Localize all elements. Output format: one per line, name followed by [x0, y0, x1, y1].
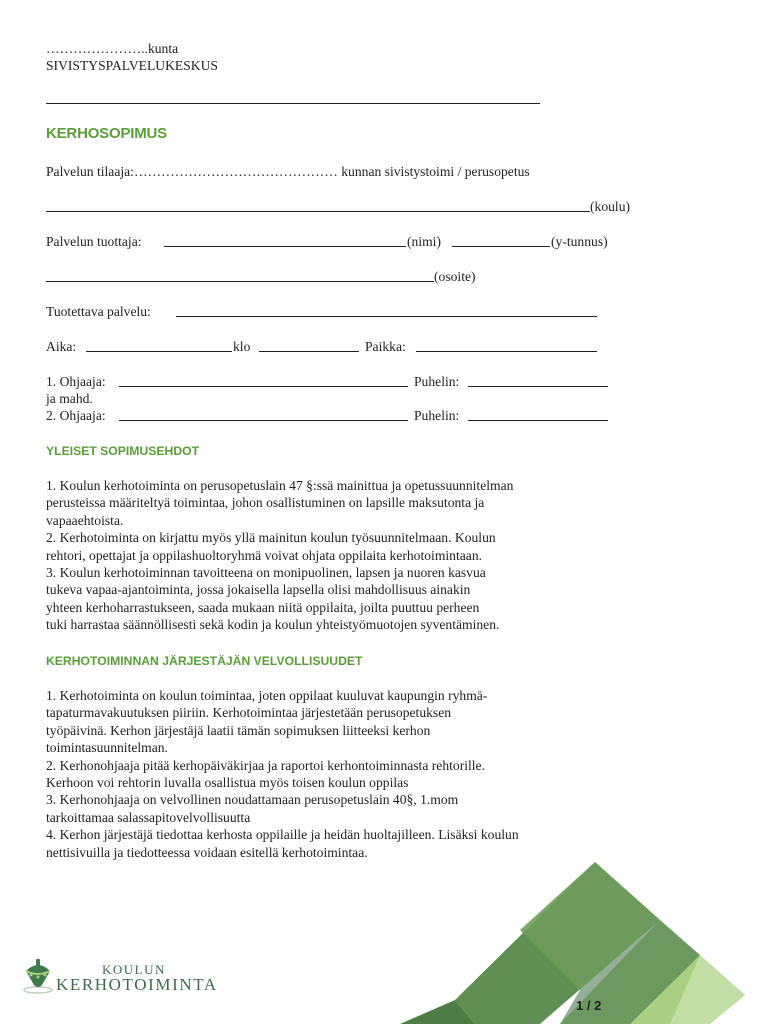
- klo-blank[interactable]: [259, 351, 359, 352]
- ohjaaja2-blank[interactable]: [119, 420, 408, 421]
- paragraph-line: 3. Koulun kerhotoiminnan tavoitteena on monipuolinen, lapsen ja nuoren kasvua: [46, 565, 486, 581]
- paragraph-line: 4. Kerhon järjestäjä tiedottaa kerhosta oppilaille ja heidän huoltajilleen. Lisäksi koulun: [46, 827, 519, 843]
- palvelu-blank[interactable]: [176, 316, 597, 317]
- organizer-duties-text: [46, 687, 646, 861]
- paragraph-line: tuki harrastaa säännöllisesti sekä kodin ja koulun yhteistyömuotojen syventäminen.: [46, 617, 500, 633]
- tuottaja-label: Palvelun tuottaja:: [46, 234, 142, 249]
- paragraph-line: perusteissa määriteltyä toimintaa, johon osallistuminen on lapsille maksutonta ja: [46, 495, 485, 511]
- puhelin1-blank[interactable]: [468, 386, 608, 387]
- paragraph-line: nettisivuilla ja tiedotteessa voidaan esitellä kerhotoimintaa.: [46, 844, 368, 860]
- paragraph-line: 3. Kerhonohjaaja on velvollinen noudattamaan perusopetuslain 40§, 1.mom: [46, 792, 459, 808]
- paragraph-line: toimintasuunnitelman.: [46, 740, 168, 756]
- paragraph-line: työpäivinä. Kerhon järjestäjä laatii tämän sopimuksen liitteeksi kerhon: [46, 722, 431, 738]
- koulu-blank[interactable]: [46, 211, 590, 212]
- palvelu-label: Tuotettava palvelu:: [46, 304, 151, 319]
- puhelin1-label: Puhelin:: [414, 374, 460, 389]
- document-title: KERHOSOPIMUS: [46, 125, 167, 142]
- osoite-label: (osoite): [434, 269, 476, 284]
- logo-text-kerhotoiminta: KERHOTOIMINTA: [56, 975, 218, 994]
- koulu-label: (koulu): [590, 199, 631, 214]
- municipality-line: …………………..kunta: [46, 41, 179, 56]
- page-number: 1 / 2: [576, 998, 602, 1013]
- paikka-label: Paikka:: [365, 339, 406, 354]
- paragraph-line: 2. Kerhonohjaaja pitää kerhopäiväkirjaa ja raportoi kerhontoiminnasta rehtorille.: [46, 757, 485, 773]
- paragraph-line: vapaaehtoista.: [46, 512, 124, 528]
- paragraph-line: 1. Kerhotoiminta on koulun toimintaa, joten oppilaat kuuluvat kaupungin ryhmä-: [46, 688, 488, 703]
- paragraph-line: rehtori, opettajat ja oppilashuoltoryhmä voivat ohjata oppilaita kerhotoimintaan.: [46, 547, 483, 563]
- ytunnus-label: (y-tunnus): [551, 234, 608, 249]
- logo-text-koulun: KOULUN: [102, 962, 166, 977]
- spinning-top-logo-icon: [20, 955, 56, 995]
- paikka-blank[interactable]: [416, 351, 597, 352]
- paragraph-line: yhteen kerhoharrastukseen, saada mukaan niitä oppilaita, joilta puuttuu perheen: [46, 599, 480, 615]
- paragraph-line: tukeva vapaa-ajantoiminta, jossa jokaisella lapsella olisi mahdollisuus ainakin: [46, 582, 471, 598]
- osoite-blank[interactable]: [46, 281, 434, 282]
- paragraph-line: Kerhoon voi rehtorin luvalla osallistua myös toisen koulun oppilas: [46, 775, 409, 791]
- ytunnus-blank[interactable]: [452, 246, 550, 247]
- puhelin2-label: Puhelin:: [414, 408, 460, 423]
- ohjaaja2-label: 2. Ohjaaja:: [46, 408, 106, 423]
- nimi-label: (nimi): [407, 234, 441, 249]
- mahd-label: ja mahd.: [46, 391, 93, 406]
- section-heading-general-terms: YLEISET SOPIMUSEHDOT: [46, 444, 200, 458]
- tilaaja-line: Palvelun tilaaja:……………………………………… kunnan sivistystoimi / perusopetus: [46, 164, 530, 179]
- puhelin2-blank[interactable]: [468, 420, 608, 421]
- ohjaaja1-blank[interactable]: [119, 386, 408, 387]
- paragraph-line: tapaturmavakuutuksen piiriin. Kerhotoimintaa järjestetään perusopetuksen: [46, 705, 452, 721]
- paragraph-line: 2. Kerhotoiminta on kirjattu myös yllä mainitun koulun työsuunnitelmaan. Koulun: [46, 530, 496, 546]
- header-divider: [46, 103, 540, 104]
- aika-label: Aika:: [46, 339, 77, 354]
- section-heading-organizer-duties: KERHOTOIMINNAN JÄRJESTÄJÄN VELVOLLISUUDET: [46, 654, 363, 668]
- paragraph-line: tarkoittamaa salassapitovelvollisuutta: [46, 809, 251, 825]
- klo-label: klo: [233, 339, 251, 354]
- tuottaja-name-blank[interactable]: [164, 246, 406, 247]
- general-terms-text: [46, 477, 646, 634]
- paragraph-line: 1. Koulun kerhotoiminta on perusopetuslain 47 §:ssä mainittua ja opetussuunnitelman: [46, 478, 514, 493]
- department-name: SIVISTYSPALVELUKESKUS: [46, 58, 218, 73]
- aika-blank[interactable]: [86, 351, 232, 352]
- ohjaaja1-label: 1. Ohjaaja:: [46, 374, 106, 389]
